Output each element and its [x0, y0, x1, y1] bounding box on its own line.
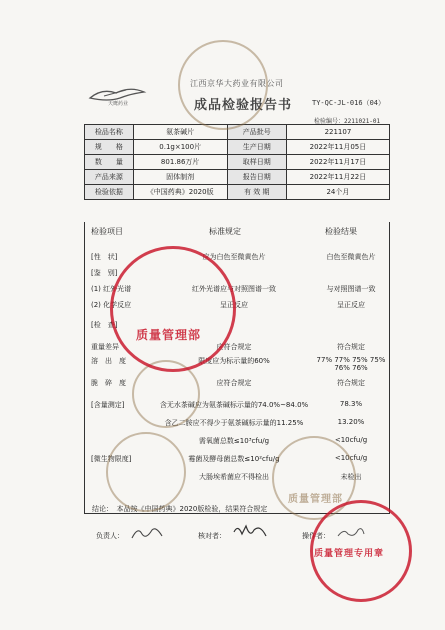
- operator-label: 操作者：: [302, 532, 330, 540]
- result-item: 溶 出 度: [91, 357, 126, 365]
- result-value: <10cfu/g: [334, 436, 368, 444]
- result-value: 白色至微黄色片: [326, 253, 376, 261]
- info-label: 规 格: [85, 140, 134, 155]
- report-title: 成品检验报告书: [194, 98, 293, 113]
- info-value: 24个月: [286, 185, 389, 200]
- result-value: 78.3%: [339, 400, 363, 408]
- info-label: 取样日期: [227, 155, 286, 170]
- product-info-table: [84, 124, 390, 200]
- red-stamp-label-1: 质量管理部: [136, 328, 202, 342]
- col-header-result: 检验结果: [325, 227, 357, 236]
- col-header-standard: 标准规定: [209, 227, 241, 236]
- report-number-label: 检验编号：: [314, 118, 345, 125]
- result-standard: 含无水茶碱应为氨茶碱标示量的74.0%~84.0%: [159, 401, 309, 409]
- result-item: [鉴 别]: [91, 269, 118, 277]
- conclusion-text: 结论： 本品按《中国药典》2020版检验，结果符合规定: [92, 505, 268, 513]
- result-standard: 应符合规定: [216, 379, 252, 387]
- company-name: 江西京华大药业有限公司: [190, 79, 284, 88]
- col-header-item: 检验项目: [91, 227, 123, 236]
- info-row: [85, 155, 390, 170]
- info-row: [85, 185, 390, 200]
- info-label: 检品名称: [85, 125, 134, 140]
- result-value: 13.20%: [337, 418, 365, 426]
- info-value: 801.86万片: [133, 155, 227, 170]
- result-value: 符合规定: [337, 343, 365, 351]
- red-stamp-label-2: 质量管理专用章: [314, 549, 385, 559]
- info-label: 生产日期: [227, 140, 286, 155]
- result-item: (1) 红外光谱: [91, 285, 132, 293]
- info-value: 221107: [286, 125, 389, 140]
- result-standard: 霉菌及酵母菌总数≤10²cfu/g: [188, 455, 280, 463]
- info-value: 氨茶碱片: [133, 125, 227, 140]
- result-standard: 红外光谱应与对照图谱一致: [192, 285, 276, 293]
- info-value: 2022年11月22日: [286, 170, 389, 185]
- result-value: 未检出: [340, 473, 362, 481]
- info-label: 报告日期: [227, 170, 286, 185]
- info-value: 0.1g×100片: [133, 140, 227, 155]
- info-label: 检验依据: [85, 185, 134, 200]
- result-item: 脆 碎 度: [91, 379, 126, 387]
- result-value: <10cfu/g: [334, 454, 368, 462]
- result-value: 呈正反应: [337, 301, 365, 309]
- info-value: 《中国药典》2020版: [133, 185, 227, 200]
- result-standard: 需氧菌总数≤10³cfu/g: [198, 437, 270, 445]
- info-value: 固体制剂: [133, 170, 227, 185]
- result-standard: 应为白色至微黄色片: [202, 253, 266, 261]
- svg-text:天鹰药业: 天鹰药业: [108, 101, 129, 106]
- result-standard: 应符合规定: [216, 343, 252, 351]
- result-standard: 限度应为标示量的60%: [198, 357, 270, 365]
- result-item: (2) 化学反应: [91, 301, 132, 309]
- info-label: 有 效 期: [227, 185, 286, 200]
- checker-signature: [232, 522, 268, 540]
- quality-dept-red-stamp: [110, 246, 236, 372]
- bottom-left-seal-stamp: [106, 432, 186, 512]
- result-item: [检 查]: [91, 321, 118, 329]
- info-row: [85, 140, 390, 155]
- responsible-signature: [130, 524, 164, 542]
- result-standard: 大肠埃希菌应不得检出: [199, 473, 269, 481]
- result-item: [含量测定]: [91, 401, 125, 409]
- result-item: 重量差异: [91, 343, 119, 351]
- result-value: 符合规定: [337, 379, 365, 387]
- result-value: 与对照图谱一致: [326, 285, 376, 293]
- brown-stamp-label: 质量管理部: [288, 494, 343, 505]
- result-item: [微生物限度]: [91, 455, 132, 463]
- info-value: 2022年11月17日: [286, 155, 389, 170]
- top-seal-stamp: [178, 40, 268, 130]
- result-value: 77% 77% 75% 75% 76% 76%: [316, 356, 386, 372]
- document-number: TY-QC-JL-016（04）: [312, 99, 386, 107]
- info-label: 产品批号: [227, 125, 286, 140]
- result-item: [性 状]: [91, 253, 118, 261]
- company-logo-icon: [86, 84, 148, 106]
- result-standard: 呈正反应: [220, 301, 248, 309]
- result-standard: 含乙二胺应不得少于氨茶碱标示量的11.25%: [164, 419, 304, 427]
- report-number-value: 2211021-01: [344, 118, 381, 125]
- checker-label: 核对者：: [198, 532, 226, 540]
- info-value: 2022年11月05日: [286, 140, 389, 155]
- info-row: [85, 170, 390, 185]
- responsible-label: 负责人：: [96, 532, 124, 540]
- info-label: 数 量: [85, 155, 134, 170]
- info-label: 产品来源: [85, 170, 134, 185]
